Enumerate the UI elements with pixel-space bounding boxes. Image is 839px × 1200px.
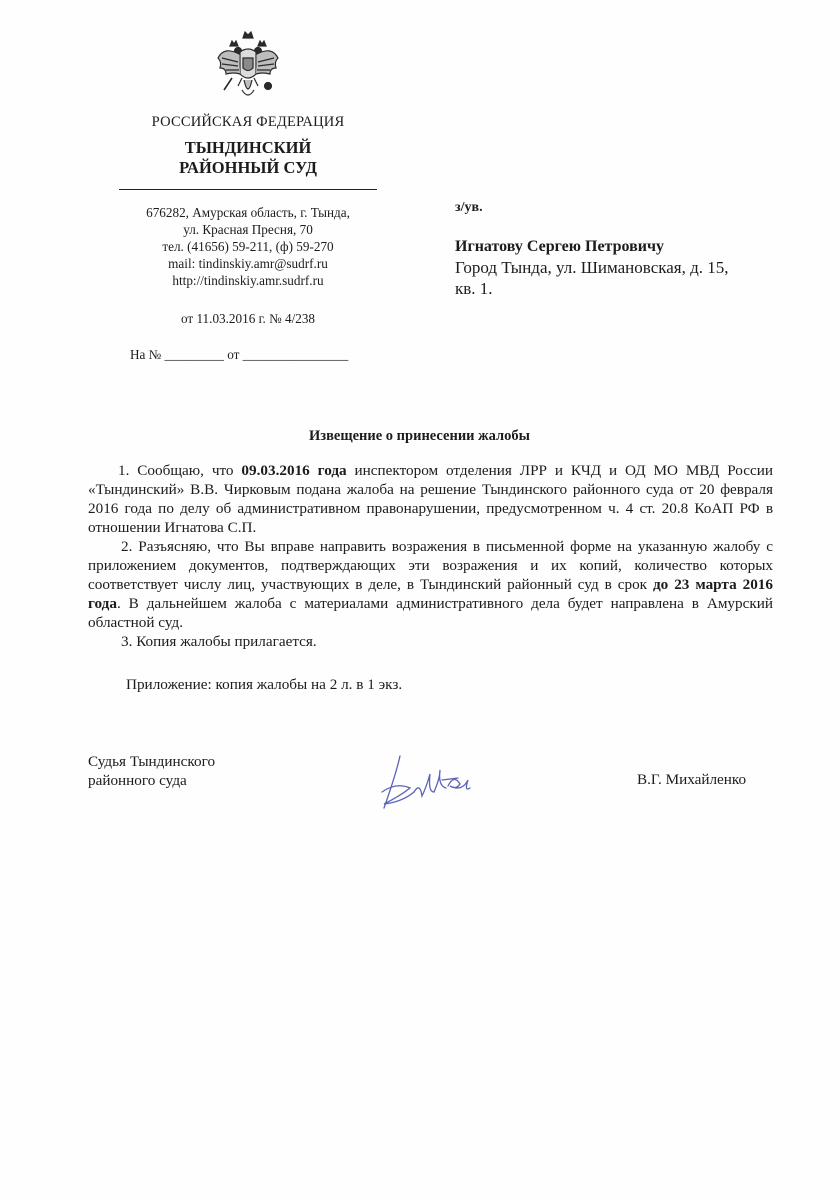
phone-line: тел. (41656) 59-211, (ф) 59-270 [162,239,334,254]
attachment-note: Приложение: копия жалобы на 2 л. в 1 экз. [126,676,403,693]
email-line: mail: tindinskiy.amr@sudrf.ru [168,256,328,271]
handwritten-signature-icon [370,752,480,814]
paragraph-3: 3. Копия жалобы прилагается. [121,633,317,650]
address-line: ул. Красная Пресня, 70 [183,222,313,237]
court-name [118,138,378,178]
signer-position-line1: Судья Тындинского [88,753,216,770]
recipient-name: Игнатову Сергею Петровичу [455,238,664,255]
website-line: http://tindinskiy.amr.sudrf.ru [172,273,324,288]
outgoing-reference: от 11.03.2016 г. № 4/238 [180,311,316,326]
court-address [118,204,378,289]
signer-position [88,752,215,790]
federation-label: РОССИЙСКАЯ ФЕДЕРАЦИЯ [151,114,345,130]
para2-prefix: 2. Разъясняю, что Вы вправе направить возражения в письменной форме на указанную жалобу с приложением документов, подтверждающих эти возражения и их копий, количество которых соответствует числу лиц, участвующих в деле, в Тындинский районный суд в срок [88,538,773,593]
signer-position-line2: районного суда [88,772,187,789]
notice-mark: з/ув. [455,200,483,215]
recipient-address-line2: кв. 1. [455,279,493,298]
letterhead-divider [119,189,377,190]
recipient-address [455,257,785,299]
complaint-date: 09.03.2016 года [241,462,347,479]
signer-name: В.Г. Михайленко [637,771,747,788]
court-name-line2: РАЙОННЫЙ СУД [179,158,317,177]
paragraph-2 [88,537,773,632]
objection-deadline: до 23 марта 2016 года [88,576,773,612]
para1-prefix: 1. Сообщаю, что [118,462,242,479]
para2-rest: . В дальнейшем жалоба с материалами административного дела будет направлена в Амурский областной суд. [88,595,773,631]
recipient-address-line1: Город Тында, ул. Шимановская, д. 15, [455,258,729,277]
addressee-block [455,200,785,299]
para1-rest: инспектором отделения ЛРР и КЧД и ОД МО МВД России «Тындинский» В.В. Чирковым подана жалоба на решение Тындинского районного суда от 20 февраля 2016 года по делу об административном правонарушении, предусмотренном ч. 4 ст. 20.8 КоАП РФ в отношении Игнатова С.П. [88,462,773,536]
address-line: 676282, Амурская область, г. Тында, [146,205,350,220]
russian-coat-of-arms-icon [212,28,284,106]
letterhead [118,28,378,363]
document-title: Извещение о принесении жалобы [308,428,531,444]
paragraph-1 [88,461,773,537]
document-body [88,461,773,694]
court-name-line1: ТЫНДИНСКИЙ [184,138,312,157]
incoming-reference: На № _________ от ________________ [130,347,349,362]
